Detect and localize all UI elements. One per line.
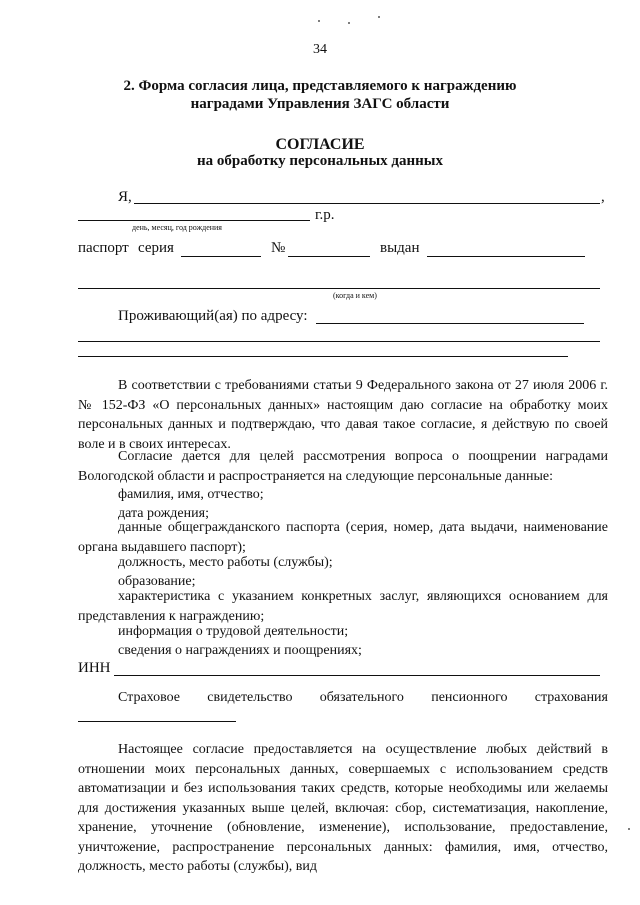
inn-field-line[interactable] [114, 675, 600, 676]
name-field-comma: , [601, 189, 605, 205]
section-heading-line1: 2. Форма согласия лица, представляемого к награждению [123, 78, 517, 94]
data-item-birthdate: дата рождения; [118, 506, 209, 521]
page-number: 34 [313, 42, 327, 57]
address-field-line-3[interactable] [78, 356, 568, 357]
passport-series-field[interactable] [181, 256, 261, 257]
name-field-line[interactable] [134, 203, 600, 204]
snils-field-line[interactable] [78, 721, 236, 722]
passport-number-label: № [271, 240, 286, 256]
data-item-position: должность, место работы (службы); [118, 555, 333, 570]
consent-paragraph-actions: Настоящее согласие предоставляется на осуществление любых действий в отношении моих персональных данных, совершаемых с использованием средств автоматизации и без использования таких средств, которые необходимы или желаемы для достижения указанных выше целей, включая: сбор, систематизация, накопление, хранение, уточнение (обновление, изменение), использование, предоставление, уничтожение, распространение персональных данных: фамилия, имя, отчество, должность, место работы (службы), вид [78, 742, 608, 874]
consent-paragraph-purpose: Согласие дается для целей рассмотрения вопроса о поощрении наградами Вологодской области и распространяется на следующие персональные данные: [78, 449, 608, 484]
address-label: Проживающий(ая) по адресу: [118, 308, 308, 324]
passport-issued-label: выдан [380, 240, 420, 256]
data-item-passport: данные общегражданского паспорта (серия, номер, дата выдачи, наименование органа выдавшего паспорт); [78, 520, 608, 555]
consent-paragraph-law: В соответствии с требованиями статьи 9 Федерального закона от 27 июля 2006 г. № 152-ФЗ «О персональных данных» настоящим даю согласие на обработку моих персональных данных и подтверждаю, что давая такое согласие, я действую по своей воле и в своих интересах. [78, 378, 608, 452]
address-field-line-1[interactable] [316, 323, 584, 324]
section-heading-line2: наградами Управления ЗАГС области [190, 96, 450, 112]
birthyear-suffix: г.р. [315, 207, 335, 223]
scan-speck [318, 20, 320, 22]
name-label: Я, [118, 189, 132, 205]
passport-issued-field[interactable] [427, 256, 585, 257]
passport-series-label: серия [138, 240, 174, 256]
birthdate-field-line[interactable] [78, 220, 310, 221]
passport-label: паспорт [78, 240, 129, 256]
data-item-work-info: информация о трудовой деятельности; [118, 624, 349, 639]
scan-speck [628, 828, 630, 830]
document-subtitle: на обработку персональных данных [197, 153, 443, 169]
birthdate-hint: день, месяц, год рождения [132, 223, 222, 232]
document-title: СОГЛАСИЕ [275, 136, 365, 153]
data-item-education: образование; [118, 574, 196, 589]
scan-speck [348, 22, 350, 24]
inn-label: ИНН [78, 660, 111, 676]
issued-by-hint: (когда и кем) [333, 291, 377, 300]
data-item-awards: сведения о награждениях и поощрениях; [118, 643, 362, 658]
issued-by-field-line[interactable] [78, 288, 600, 289]
address-field-line-2[interactable] [78, 341, 600, 342]
snils-label: Страховое свидетельство обязательного пенсионного страхования [118, 690, 608, 705]
data-item-characteristic: характеристика с указанием конкретных заслуг, являющихся основанием для представления к награждению; [78, 589, 608, 624]
data-item-fio: фамилия, имя, отчество; [118, 487, 264, 502]
passport-number-field[interactable] [288, 256, 370, 257]
scan-speck [378, 16, 380, 18]
